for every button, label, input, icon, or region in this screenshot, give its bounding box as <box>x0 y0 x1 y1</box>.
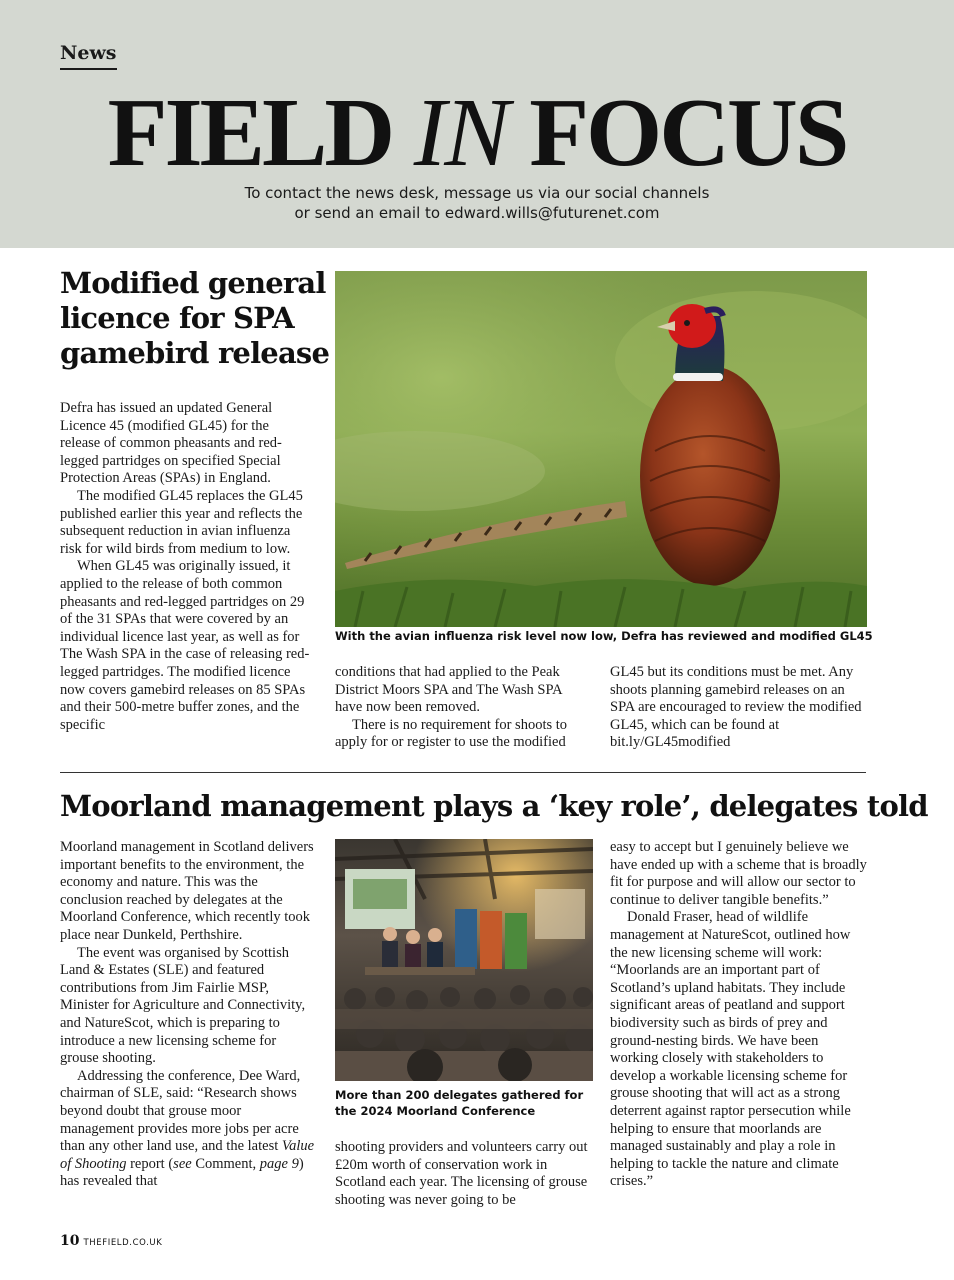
paragraph: The modified GL45 replaces the GL45 published earlier this year and reflects the subsequent reduction in avian influenza risk for wild birds from medium to low. <box>60 487 303 557</box>
article1-headline: Modified general licence for SPA gamebird release <box>60 266 330 370</box>
paragraph: easy to accept but I genuinely believe we have ended up with a scheme that is broadly fit for purpose and will allow our sector to continue to deliver tangible benefits.” <box>610 839 867 908</box>
masthead-title <box>0 80 954 188</box>
paragraph: There is no requirement for shoots to apply for or register to use the modified <box>335 716 568 751</box>
paragraph: Moorland management in Scotland delivers important benefits to the environment, the economy and nature. This was the conclusion reached by delegates at the Moorland Conference, which recently took place near Dunkeld, Perthshire. <box>60 839 314 943</box>
paragraph: The event was organised by Scottish Land & Estates (SLE) and featured contributions from Jim Fairlie MSP, Minister for Agriculture and Connectivity, and NatureScot, which is preparing to introduce a new licensing scheme for grouse shooting. <box>60 944 306 1067</box>
article2-column-1 <box>60 839 318 1191</box>
masthead-word-in: IN <box>413 79 508 187</box>
article2-column-2 <box>335 1139 590 1209</box>
section-divider <box>60 772 866 773</box>
masthead-word-field: FIELD <box>107 79 393 187</box>
contact-info <box>0 183 954 223</box>
pheasant-photo <box>335 271 867 627</box>
paragraph: conditions that had applied to the Peak District Moors SPA and The Wash SPA have now been removed. <box>335 664 562 716</box>
contact-line-2: or send an email to edward.wills@futurenet.com <box>294 204 660 222</box>
paragraph: Donald Fraser, head of wildlife management at NatureScot, outlined how the new licensing scheme will work: “Moorlands are an important part of Scotland’s upland habitats. They include significant areas of peatland and support biodiversity such as birds of prey and ground-nesting birds. We have been working closely with stakeholders to develop a workable licensing scheme for grouse shooting that will act as a strong deterrent against raptor persecution while helping to ensure that moorlands are managed sustainably and play a role in helping to tackle the nature and climate crises.” <box>610 909 851 1190</box>
paragraph: shooting providers and volunteers carry out £20m worth of conservation work in Scotland each year. The licensing of grouse shooting was never going to be <box>335 1139 588 1208</box>
article2-headline: Moorland management plays a ‘key role’, delegates told <box>60 789 928 823</box>
masthead-word-focus: FOCUS <box>529 79 847 187</box>
header-banner <box>0 0 954 248</box>
section-label: News <box>60 42 117 70</box>
site-url: THEFIELD.CO.UK <box>83 1238 163 1248</box>
paragraph: Addressing the conference, Dee Ward, chairman of SLE, said: “Research shows beyond doubt that grouse moor management provides more jobs per acre than any other land use, and the latest Value of Shooting report (see Comment, page 9) has revealed that <box>60 1067 315 1190</box>
article1-column-2 <box>335 664 587 752</box>
article1-column-3 <box>610 664 865 752</box>
paragraph: Defra has issued an updated General Licence 45 (modified GL45) for the release of common pheasants and red-legged partridges on specified Special Protection Areas (SPAs) in England. <box>60 400 282 487</box>
conference-photo <box>335 839 593 1081</box>
paragraph: GL45 but its conditions must be met. Any shoots planning gamebird releases on an SPA are encouraged to review the modified GL45, which can be found at bit.ly/GL45modified <box>610 664 862 751</box>
page-footer <box>60 1233 162 1249</box>
page-number: 10 <box>60 1233 80 1249</box>
photo-caption-pheasant: With the avian influenza risk level now low, Defra has reviewed and modified GL45 <box>335 629 873 643</box>
paragraph: When GL45 was originally issued, it applied to the release of both common pheasants and red-legged partridges on 29 of the 31 SPAs that were covered by an individual licence last year, as well as for The Wash SPA in the case of releasing red-legged partridges. The modified licence now covers gamebird releases on 85 SPAs and their 500-metre buffer zones, and the specific <box>60 558 310 733</box>
contact-line-1: To contact the news desk, message us via our social channels <box>244 184 710 202</box>
article1-column-1 <box>60 400 312 734</box>
photo-caption-conference: More than 200 delegates gathered for the 2024 Moorland Conference <box>335 1088 584 1118</box>
article2-column-3 <box>610 839 868 1191</box>
